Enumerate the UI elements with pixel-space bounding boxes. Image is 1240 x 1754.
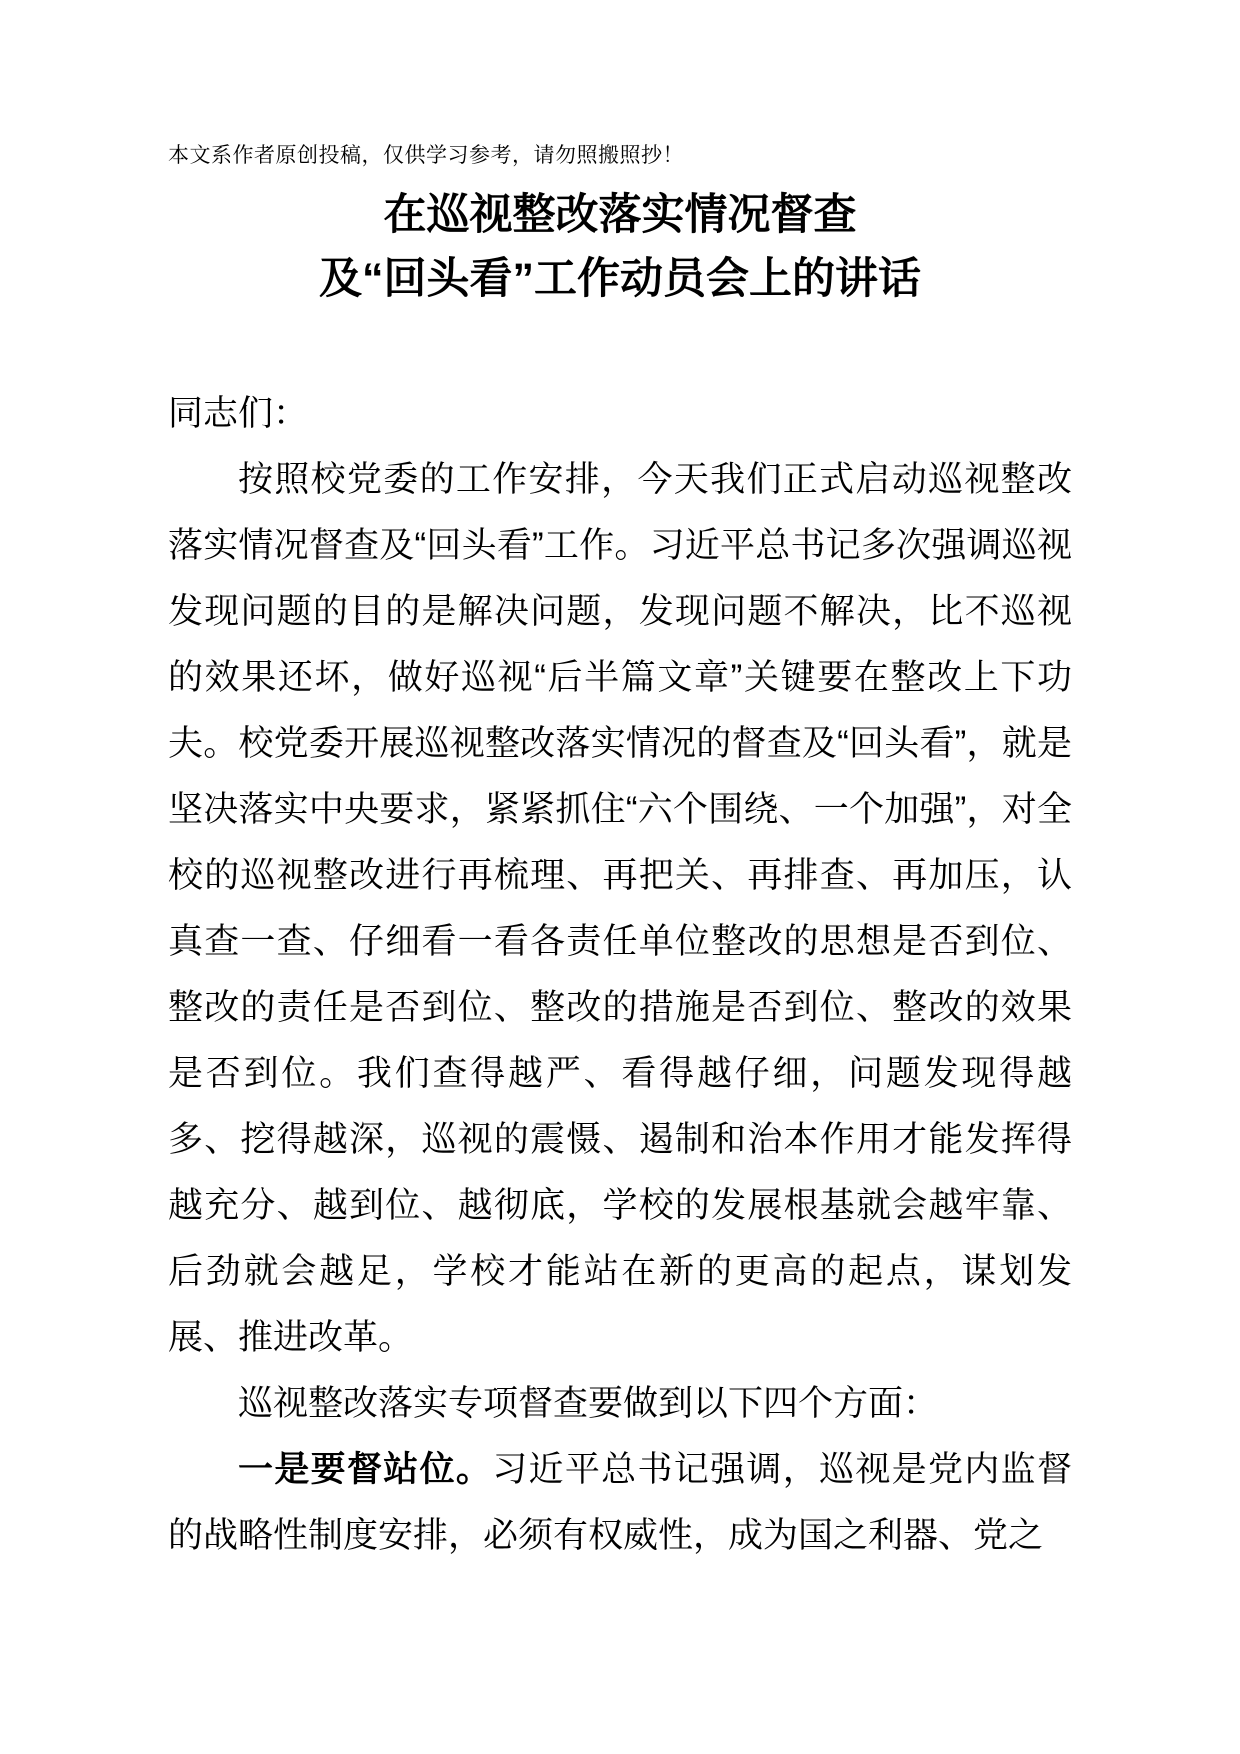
paragraph-2: 巡视整改落实专项督查要做到以下四个方面： xyxy=(238,1384,939,1423)
document-title xyxy=(168,183,1072,311)
document-body xyxy=(168,381,1072,1569)
salutation: 同志们： xyxy=(168,394,309,433)
title-line-1: 在巡视整改落实情况督查 xyxy=(383,191,857,239)
paragraph-3-lead: 一是要督站位。 xyxy=(238,1450,493,1489)
paragraph-3-rest: 习近平总书记强调，巡视是党内监督的战略性制度安排，必须有权威性，成为国之利器、党之 xyxy=(168,1450,1072,1555)
title-line-2: 及“回头看”工作动员会上的讲话 xyxy=(319,255,921,303)
paragraph-1: 按照校党委的工作安排，今天我们正式启动巡视整改落实情况督查及“回头看”工作。习近平总书记多次强调巡视发现问题的目的是解决问题，发现问题不解决，比不巡视的效果还坏，做好巡视“后半篇文章”关键要在整改上下功夫。校党委开展巡视整改落实情况的督查及“回头看”，就是坚决落实中央要求，紧紧抓住“六个围绕、一个加强”，对全校的巡视整改进行再梳理、再把关、再排查、再加压，认真查一查、仔细看一看各责任单位整改的思想是否到位、整改的责任是否到位、整改的措施是否到位、整改的效果是否到位。我们查得越严、看得越仔细，问题发现得越多、挖得越深，巡视的震慑、遏制和治本作用才能发挥得越充分、越到位、越彻底，学校的发展根基就会越牢靠、后劲就会越足，学校才能站在新的更高的起点，谋划发展、推进改革。 xyxy=(168,460,1072,1357)
disclaimer-note: 本文系作者原创投稿，仅供学习参考，请勿照搬照抄！ xyxy=(168,144,684,167)
paragraph-3 xyxy=(168,1437,1072,1569)
